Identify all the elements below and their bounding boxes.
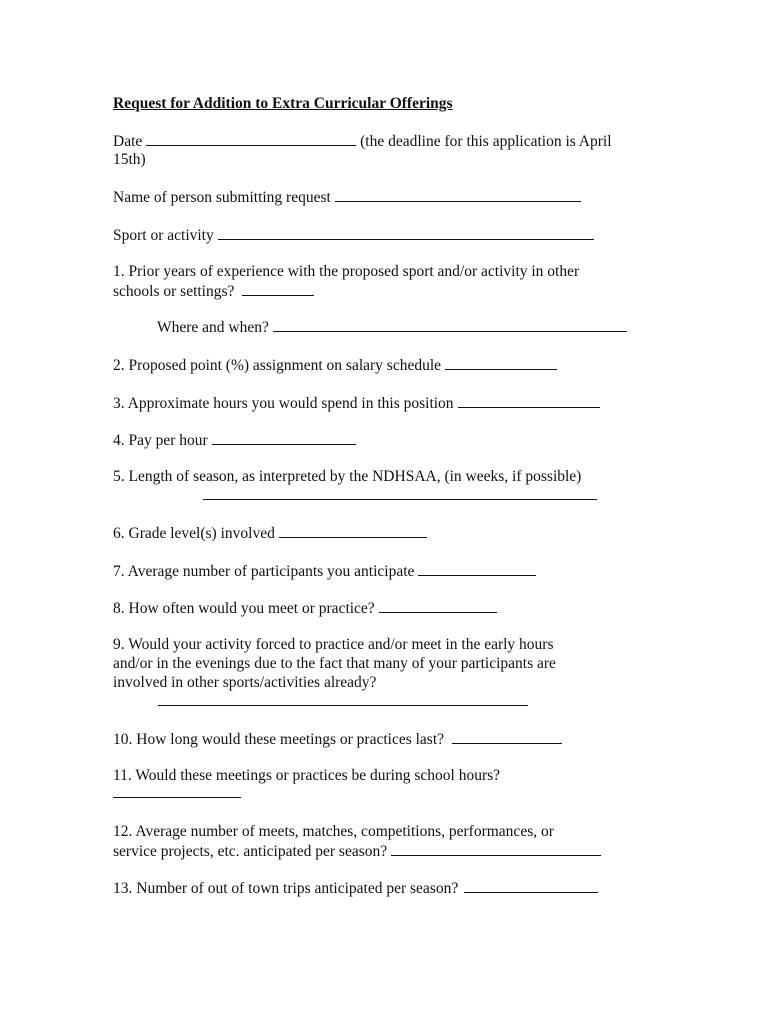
q10-text: 10. How long would these meetings or practices last? bbox=[113, 731, 445, 748]
sport-label: Sport or activity bbox=[113, 227, 214, 244]
sport-row bbox=[113, 225, 594, 245]
date-field[interactable] bbox=[146, 131, 356, 146]
q13-field[interactable] bbox=[464, 878, 598, 893]
q6-row bbox=[113, 523, 427, 543]
name-label: Name of person submitting request bbox=[113, 189, 331, 206]
q4-row bbox=[113, 430, 356, 450]
q7-field[interactable] bbox=[418, 561, 536, 576]
date-deadline-note: (the deadline for this application is April bbox=[360, 133, 612, 150]
q11-text: 11. Would these meetings or practices be during school hours? bbox=[113, 767, 501, 784]
q9-text-cont: and/or in the evenings due to the fact that many of your participants are bbox=[113, 655, 556, 672]
q1-where-row bbox=[157, 317, 627, 337]
q2-row bbox=[113, 355, 557, 375]
sport-field[interactable] bbox=[218, 225, 594, 240]
date-label: Date bbox=[113, 133, 143, 150]
q3-field[interactable] bbox=[458, 393, 600, 408]
q13-row bbox=[113, 878, 598, 898]
q4-field[interactable] bbox=[212, 430, 356, 445]
q5-text: 5. Length of season, as interpreted by the NDHSAA, (in weeks, if possible) bbox=[113, 468, 582, 485]
q8-field[interactable] bbox=[379, 598, 497, 613]
q9-text-cont-2: involved in other sports/activities already? bbox=[113, 674, 377, 691]
q2-field[interactable] bbox=[445, 355, 557, 370]
q2-text: 2. Proposed point (%) assignment on salary schedule bbox=[113, 357, 442, 374]
q12-text-cont: service projects, etc. anticipated per season? bbox=[113, 843, 388, 860]
q11-field[interactable] bbox=[113, 797, 241, 798]
q1-where-field[interactable] bbox=[273, 317, 627, 332]
date-row bbox=[113, 131, 612, 151]
q7-text: 7. Average number of participants you anticipate bbox=[113, 563, 415, 580]
q6-field[interactable] bbox=[279, 523, 427, 538]
q12-text: 12. Average number of meets, matches, competitions, performances, or bbox=[113, 823, 554, 840]
q1-text-cont: schools or settings? bbox=[113, 283, 235, 300]
q9-text: 9. Would your activity forced to practice and/or meet in the early hours bbox=[113, 636, 554, 653]
q12-row2 bbox=[113, 841, 601, 861]
q8-row bbox=[113, 598, 497, 618]
q6-text: 6. Grade level(s) involved bbox=[113, 525, 275, 542]
name-field[interactable] bbox=[335, 187, 581, 202]
q7-row bbox=[113, 561, 536, 581]
q9-field[interactable] bbox=[158, 705, 528, 706]
q4-text: 4. Pay per hour bbox=[113, 432, 208, 449]
q1-row2 bbox=[113, 281, 314, 301]
q1-years-field[interactable] bbox=[242, 281, 314, 296]
date-deadline-note-cont: 15th) bbox=[113, 151, 146, 168]
q1-where-label: Where and when? bbox=[157, 319, 269, 336]
q10-row bbox=[113, 729, 562, 749]
q8-text: 8. How often would you meet or practice? bbox=[113, 600, 375, 617]
q3-row bbox=[113, 393, 600, 413]
q13-text: 13. Number of out of town trips anticipated per season? bbox=[113, 880, 459, 897]
q12-field[interactable] bbox=[391, 841, 601, 856]
name-row bbox=[113, 187, 581, 207]
q1-text: 1. Prior years of experience with the proposed sport and/or activity in other bbox=[113, 263, 580, 280]
q5-field[interactable] bbox=[203, 499, 597, 500]
q3-text: 3. Approximate hours you would spend in this position bbox=[113, 395, 454, 412]
form-title: Request for Addition to Extra Curricular Offerings bbox=[113, 95, 453, 112]
q10-field[interactable] bbox=[452, 729, 562, 744]
